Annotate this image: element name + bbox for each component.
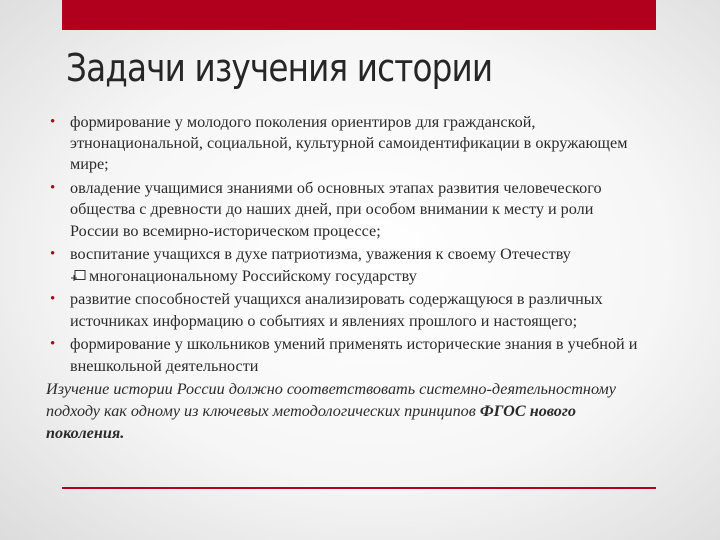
- list-item-text: развитие способностей учащихся анализировать содержащуюся в различных источниках информацию о событиях и явлениях прошлого и настоящего;: [70, 290, 603, 330]
- slide-body: [46, 112, 646, 445]
- bullet-icon: •: [50, 180, 56, 197]
- list-item-text: формирование у молодого поколения ориентиров для гражданской, этнонациональной, социальной, культурной самоидентификации в окружающем мире;: [70, 113, 628, 174]
- conclusion-paragraph: [46, 379, 646, 444]
- conclusion-text: Изучение истории России должно соответствовать системно-деятельностному подходу как одному из ключевых методологических принципов: [46, 380, 616, 421]
- list-item-text: воспитание учащихся в духе патриотизма, уважения к своему Отечеству: [70, 245, 571, 264]
- task-list: [46, 112, 646, 377]
- conclusion-emphasis: ФГОС нового поколения.: [46, 402, 576, 442]
- bullet-icon: •: [50, 291, 56, 308]
- footer-divider: [62, 487, 656, 489]
- list-item-text: формирование у школьников умений применять исторические знания в учебной и внешкольной деятельности: [70, 335, 638, 375]
- bullet-icon: •: [50, 114, 56, 130]
- list-item-text: многонациональному Российскому государству: [89, 266, 417, 285]
- list-item: [46, 289, 646, 331]
- list-item: [46, 334, 646, 376]
- embedded-object-icon: [70, 270, 86, 282]
- bullet-icon: •: [50, 246, 56, 263]
- list-item-text: овладение учащимися знаниями об основных этапах развития человеческого общества с древности до наших дней, при особом внимании к месту и роли России во всемирно-историческом процессе;: [70, 179, 602, 240]
- slide-title: Задачи изучения истории: [66, 46, 493, 90]
- header-accent-bar: [62, 0, 656, 30]
- bullet-icon: •: [50, 336, 56, 353]
- list-item: [46, 178, 646, 242]
- list-item: [46, 244, 646, 286]
- list-item: [46, 112, 646, 176]
